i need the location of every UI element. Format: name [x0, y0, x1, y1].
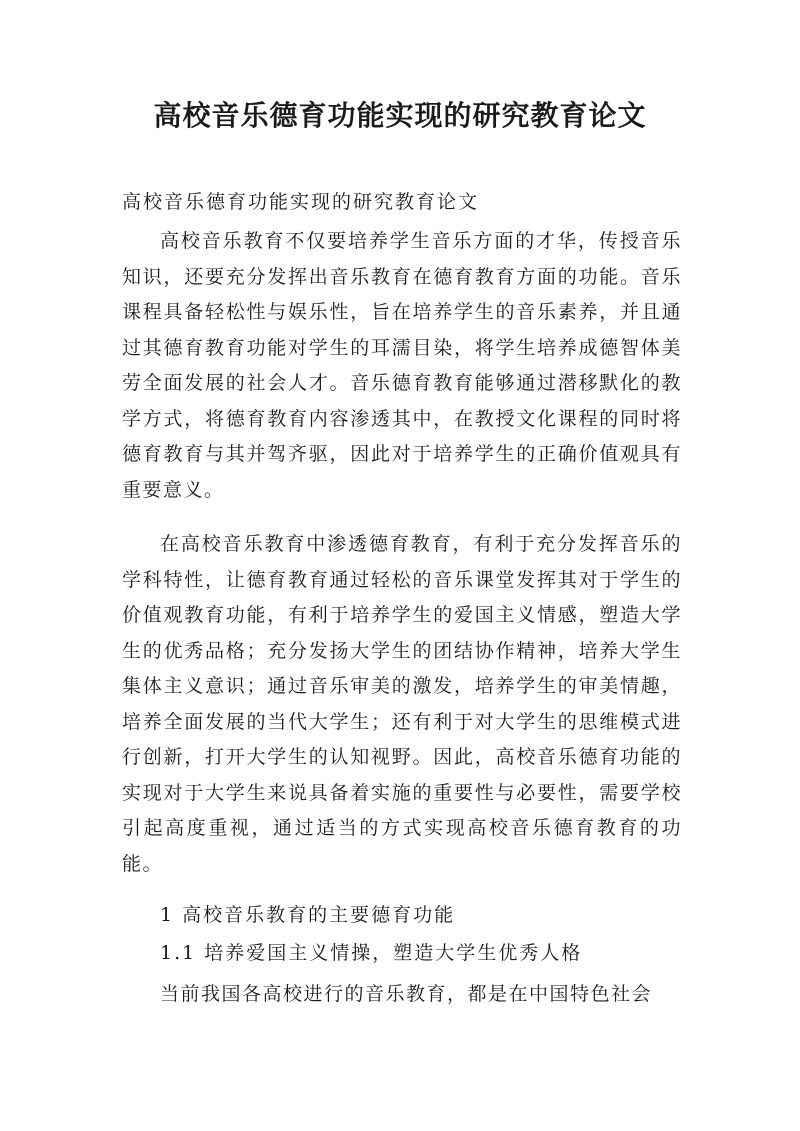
body-paragraph: 当前我国各高校进行的音乐教育，都是在中国特色社会	[160, 983, 653, 1005]
section-heading: 1 高校音乐教育的主要德育功能	[160, 904, 456, 926]
body-paragraph: 高校音乐教育不仅要培养学生音乐方面的才华，传授音乐知识，还要充分发挥出音乐教育在德育教育方面的功能。音乐课程具备轻松性与娱乐性，旨在培养学生的音乐素养，并且通过其德育教育功能对学生的耳濡目染，将学生培养成德智体美劳全面发展的社会人才。音乐德育教育能够通过潜移默化的教学方式，将德育教育内容渗透其中，在教授文化课程的同时将德育教育与其并驾齐驱，因此对于培养学生的正确价值观具有重要意义。	[122, 230, 682, 501]
document-title: 高校音乐德育功能实现的研究教育论文	[153, 99, 647, 132]
document-subtitle: 高校音乐德育功能实现的研究教育论文	[122, 191, 480, 213]
body-paragraph: 在高校音乐教育中渗透德育教育，有利于充分发挥音乐的学科特性，让德育教育通过轻松的音乐课堂发挥其对于学生的价值观教育功能，有利于培养学生的爱国主义情感，塑造大学生的优秀品格；充分发扬大学生的团结协作精神，培养大学生集体主义意识；通过音乐审美的激发，培养学生的审美情趣，培养全面发展的当代大学生；还有利于对大学生的思维模式进行创新，打开大学生的认知视野。因此，高校音乐德育功能的实现对于大学生来说具备着实施的重要性与必要性，需要学校引起高度重视，通过适当的方式实现高校音乐德育教育的功能。	[122, 533, 682, 875]
subsection-heading: 1.1 培养爱国主义情操，塑造大学生优秀人格	[160, 942, 583, 964]
